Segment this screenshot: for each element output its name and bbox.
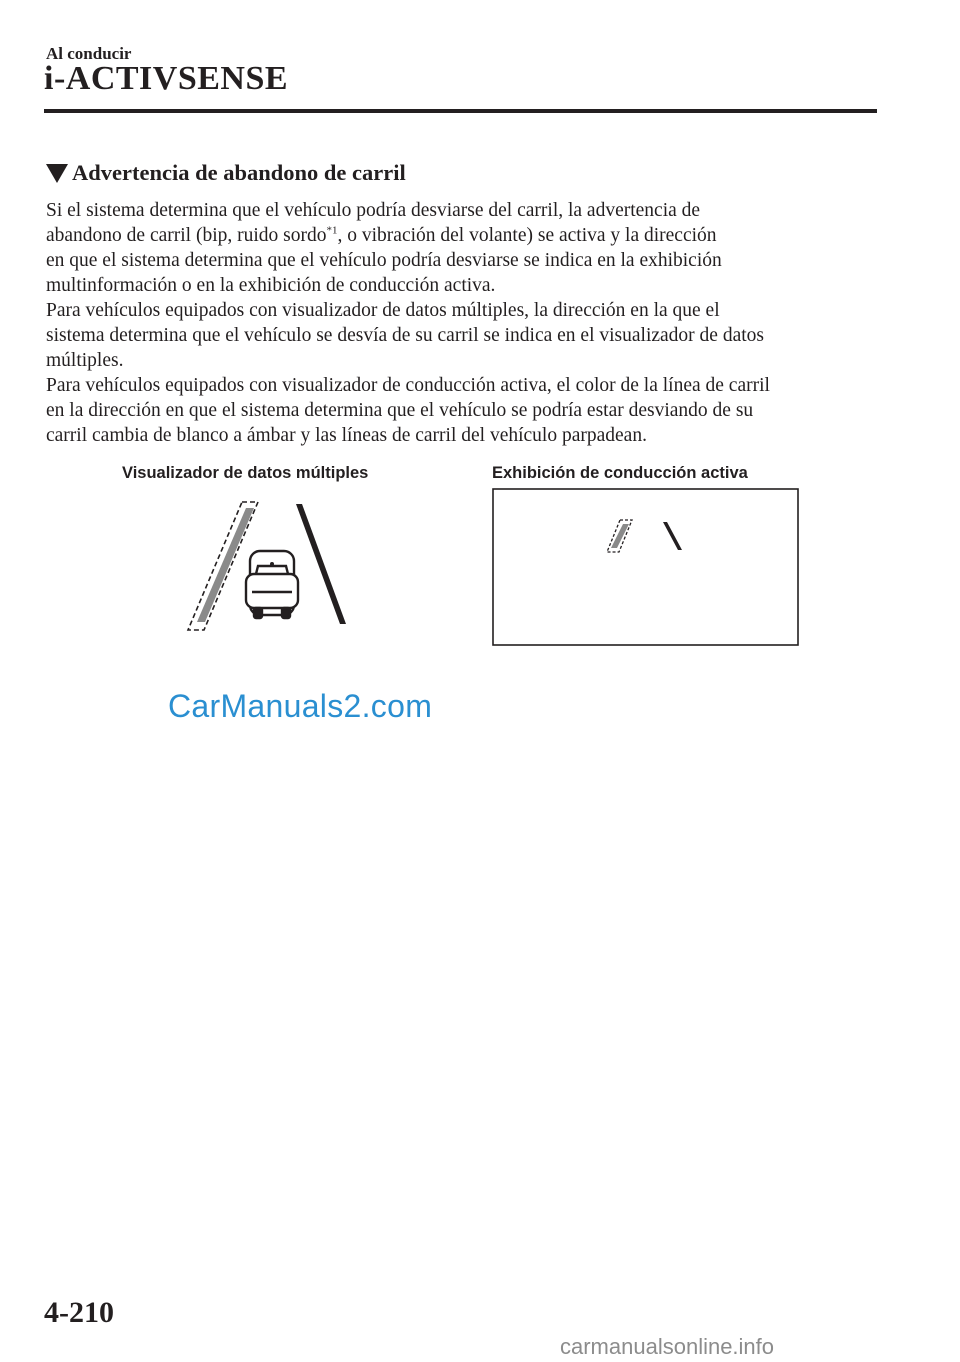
body-line-part: abandono de carril (bip, ruido sordo (46, 225, 327, 246)
page-number: 4-210 (44, 1296, 114, 1329)
vehicle-icon (246, 551, 298, 618)
body-paragraph (46, 198, 891, 448)
section-heading (46, 160, 406, 186)
footer-watermark: carmanualsonline.info (560, 1334, 775, 1359)
body-line: en que el sistema determina que el vehículo podría desviarse se indica en la exhibición (46, 250, 722, 271)
watermark-text: CarManuals2.com (168, 688, 433, 724)
triangle-bullet-icon (46, 164, 68, 183)
body-line: en la dirección en que el sistema determina que el vehículo se podría estar desviando de su (46, 400, 754, 421)
body-line-part: , o vibración del volante) se activa y la dirección (337, 225, 717, 246)
figure-left-label: Visualizador de datos múltiples (122, 464, 369, 482)
left-lane-line (197, 508, 254, 622)
body-line: carril cambia de blanco a ámbar y las líneas de carril del vehículo parpadean. (46, 425, 647, 446)
chapter-label: Al conducir (46, 44, 132, 63)
multi-info-display-figure (180, 496, 360, 636)
body-line: Si el sistema determina que el vehículo podría desviarse del carril, la advertencia de (46, 200, 701, 221)
body-line: múltiples. (46, 350, 124, 371)
section-heading-text: Advertencia de abandono de carril (72, 160, 406, 185)
header-rule (44, 109, 877, 113)
page-title: i-ACTIVSENSE (44, 60, 289, 97)
body-line: Para vehículos equipados con visualizador de conducción activa, el color de la línea de carril (46, 375, 770, 396)
footnote-marker: *1 (326, 224, 338, 237)
display-frame (493, 489, 798, 645)
right-lane-line (296, 504, 346, 624)
body-line: Para vehículos equipados con visualizador de datos múltiples, la dirección en la que el (46, 300, 720, 321)
body-line: multinformación o en la exhibición de conducción activa. (46, 275, 496, 296)
body-line: sistema determina que el vehículo se desvía de su carril se indica en el visualizador de datos (46, 325, 764, 346)
figure-right-label: Exhibición de conducción activa (492, 464, 748, 482)
body-line (46, 223, 891, 248)
active-driving-display-figure (492, 488, 800, 648)
